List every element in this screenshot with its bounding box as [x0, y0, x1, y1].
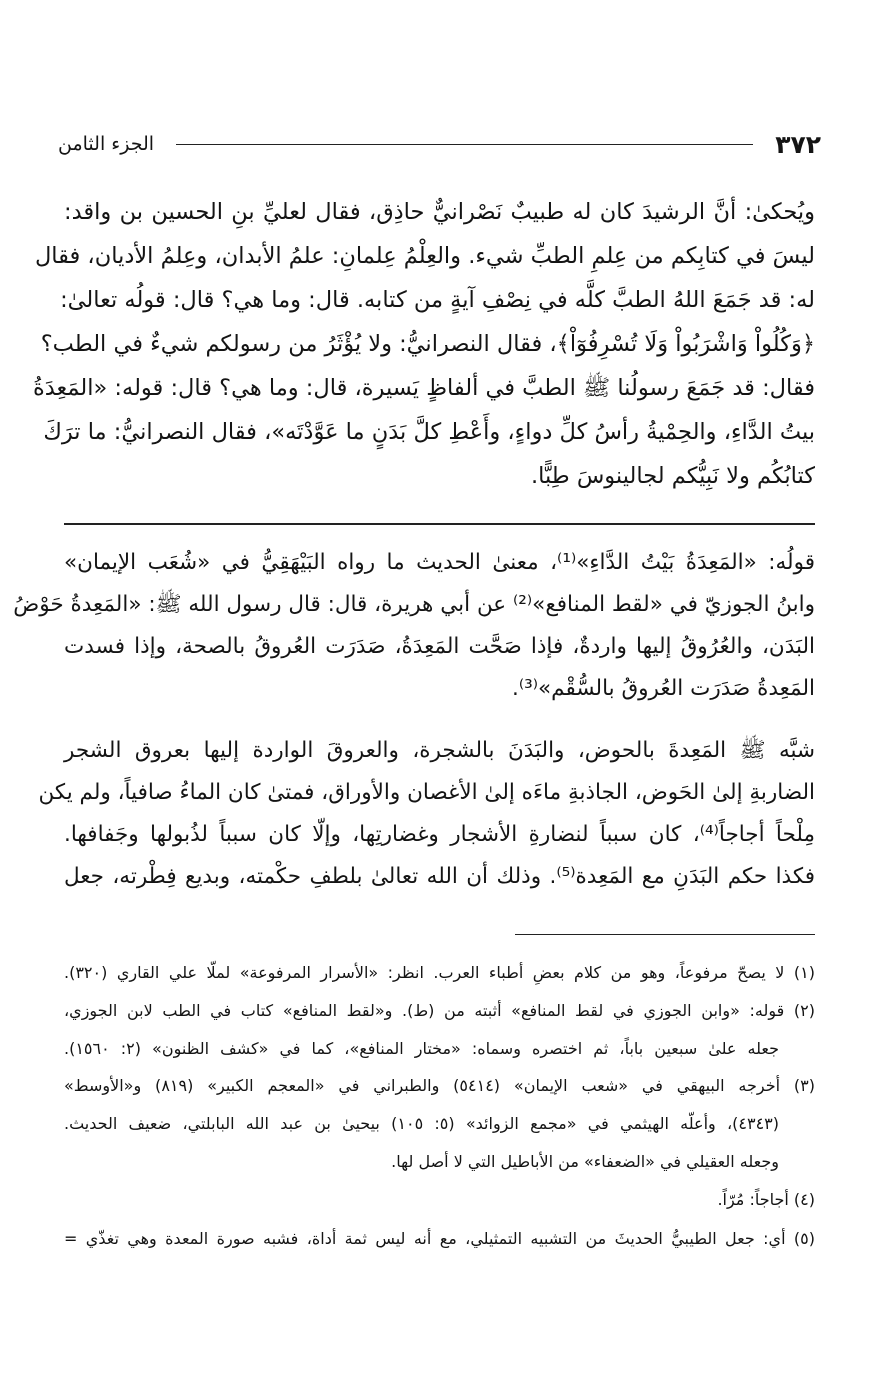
commentary — [13, 542, 815, 922]
footnote-line: (٣) أخرجه البيهقي في «شعب الإيمان» (٥٤١٤) والطبراني في «المعجم الكبير» (٨١٩) و«الأوسط» — [64, 1076, 815, 1095]
commentary-line: البَدَن، والعُرُوقُ إليها واردةٌ، فإذا صَحَّت المَعِدَةُ، صَدَرَت العُروقُ بالصحة، وإذا فسدت — [64, 634, 815, 659]
running-head — [58, 124, 821, 164]
commentary-line: فكذا حكم البَدَنِ مع المَعِدة⁽⁵⁾. وذلك أن الله تعالىٰ بلطفِ حكْمته، وبديع فِطْرته، جعل — [64, 864, 815, 889]
commentary-line: المَعِدةُ صَدَرَت العُروقُ بالسُّقْم»⁽³⁾. — [511, 676, 815, 701]
main-line: له: قد جَمَعَ اللهُ الطبَّ كلَّه في نِصْفِ آيةٍ من كتابه. قال: وما هي؟ قال: قولُه تعالىٰ: — [60, 287, 815, 313]
main-line: كتابُكُم ولا نَبِيُّكم لجالينوسَ طِبًّا. — [530, 463, 815, 489]
commentary-line: الضاربةِ إلىٰ الحَوض، الجاذبةِ ماءَه إلىٰ الأغصان والأوراق، فمتىٰ كان الماءُ صافياً، ولم يكن — [38, 780, 815, 805]
commentary-line: شبَّه ﷺ المَعِدةَ بالحوض، والبَدَنَ بالشجرة، والعروقَ الواردة إليها بعروق الشجر — [64, 738, 815, 763]
main-line: بيتُ الدَّاءِ، والحِمْيةُ رأسُ كلِّ دواءٍ، وأَعْطِ كلَّ بَدَنٍ ما عَوَّدْتَه»، فقال النصرانيُّ: ما ترَكَ — [43, 419, 815, 445]
footnote-rule — [515, 934, 815, 935]
footnote-line: وجعله العقيلي في «الضعفاء» من الأباطيل التي لا أصل لها. — [391, 1152, 779, 1171]
commentary-line: وابنُ الجوزيّ في «لقط المنافع»⁽²⁾ عن أبي هريرة، قال: قال رسول الله ﷺ: «المَعِدةُ حَوْضُ — [13, 592, 815, 617]
main-line: ويُحكىٰ: أنَّ الرشيدَ كان له طبيبٌ نَصْرانيٌّ حاذِق، فقال لعليِّ بنِ الحسين بن واقد: — [64, 199, 815, 225]
main-text — [32, 190, 815, 520]
main-line: ﴿وَكُلُواْ وَاشْرَبُواْ وَلَا تُسْرِفُوٓاْ﴾، فقال النصرانيُّ: ولا يُؤْثَرُ من رسولكم شيءٌ في الطب؟ — [40, 331, 815, 357]
footnotes — [64, 958, 815, 1278]
footnote-line: (٤) أجاجاً: مُرّاً. — [717, 1190, 815, 1209]
header-rule — [176, 144, 753, 145]
main-line: فقال: قد جَمَعَ رسولُنا ﷺ الطبَّ في ألفاظٍ يَسيرة، قال: وما هي؟ قال: قوله: «المَعِدَةُ — [32, 375, 815, 401]
commentary-line: مِلْحاً أجاجاً⁽⁴⁾، كان سبباً لنضارةِ الأشجار وغضارتِها، وإلّا كان سبباً لذُبولها وجَفافها. — [64, 822, 815, 847]
page-number: ٣٧٢ — [775, 129, 821, 159]
footnote-line: (٢) قوله: «وابن الجوزي في لقط المنافع» أثبته من (ط). و«لقط المنافع» كتاب في الطب لابن الجوزي، — [64, 1001, 815, 1020]
footnote-line: جعله علىٰ سبعين باباً، ثم اختصره وسماه: «مختار المنافع»، كما في «كشف الظنون» (٢: ١٥٦٠). — [64, 1039, 779, 1058]
part-title: الجزء الثامن — [58, 133, 155, 155]
footnote-line: (١) لا يصحّ مرفوعاً، وهو من كلام بعضِ أطباء العرب. انظر: «الأسرار المرفوعة» لملّا علي القاري (٣٢٠). — [64, 963, 815, 982]
commentary-line: قولُه: «المَعِدَةُ بَيْتُ الدَّاءِ»⁽¹⁾، معنىٰ الحديث ما رواه البَيْهَقِيُّ في «شُعَب الإيمان» — [64, 550, 815, 575]
main-line: ليسَ في كتابِكم من عِلمِ الطبِّ شيء. والعِلْمُ عِلمانِ: علمُ الأبدان، وعِلمُ الأديان، فقال — [34, 243, 815, 269]
footnote-line: (٥) أي: جعل الطيبيُّ الحديثَ من التشبيه التمثيلي، مع أنه ليس ثمة أداة، فشبه صورة المعدة وهي تغذّي = — [64, 1229, 815, 1248]
section-divider — [64, 523, 815, 525]
footnote-line: (٤٣٤٣)، وأعلّه الهيثمي في «مجمع الزوائد» (٥: ١٠٥) بيحيىٰ بن عبد الله البابلتي، ضعيف الحديث. — [64, 1114, 780, 1133]
